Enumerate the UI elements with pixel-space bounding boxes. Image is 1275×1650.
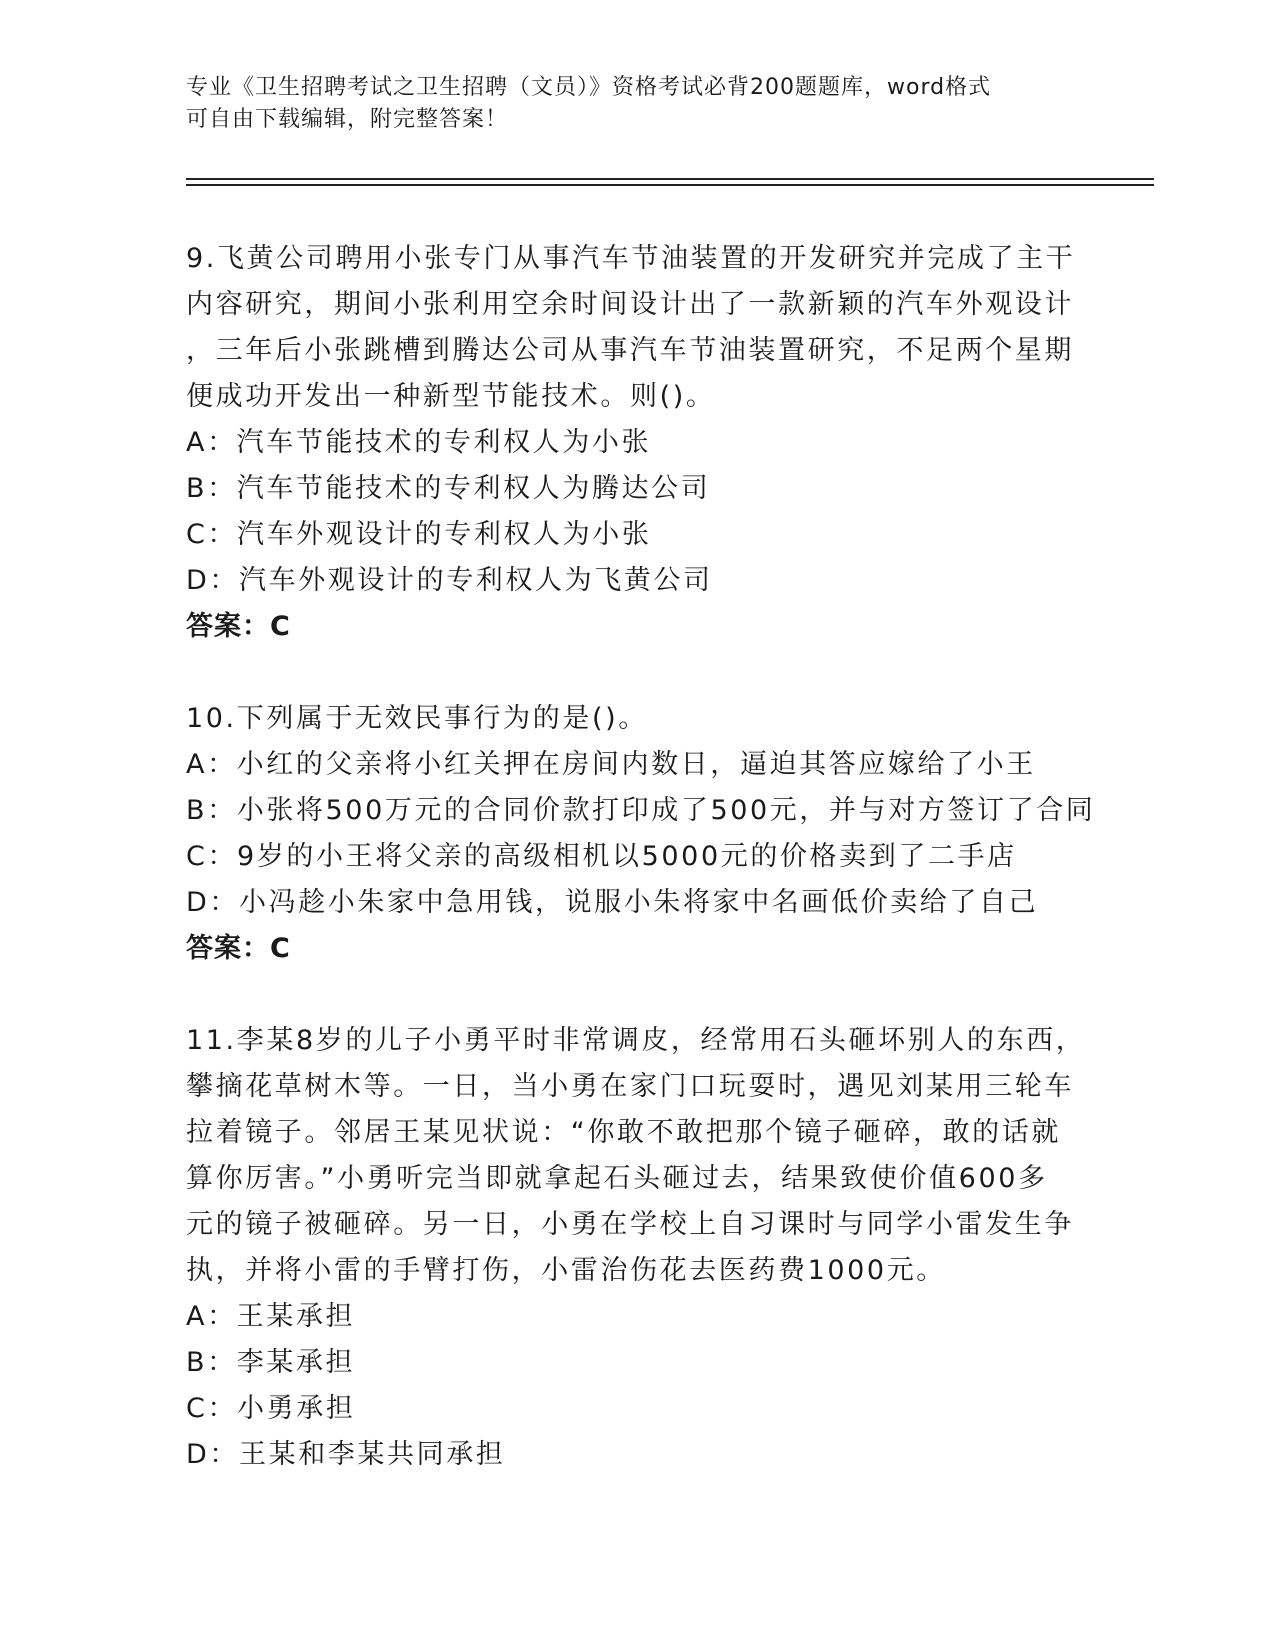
option-a: A：王某承担 bbox=[186, 1301, 356, 1332]
question-text-line: 元的镜子被砸碎。另一日，小勇在学校上自习课时与同学小雷发生争 bbox=[186, 1209, 1074, 1240]
option-b: B：小张将500万元的合同价款打印成了500元，并与对方签订了合同 bbox=[186, 795, 1096, 826]
spacer bbox=[186, 650, 1086, 696]
question-text-line: ，三年后小张跳槽到腾达公司从事汽车节油装置研究，不足两个星期 bbox=[186, 335, 1074, 366]
header-divider-top bbox=[186, 178, 1154, 180]
answer-line: 答案：C bbox=[186, 611, 291, 642]
document-header bbox=[186, 72, 1066, 136]
header-line: 可自由下载编辑，附完整答案！ bbox=[186, 107, 509, 132]
spacer bbox=[186, 972, 1086, 1018]
question-text-line: 拉着镜子。邻居王某见状说：“你敢不敢把那个镜子砸碎，敢的话就 bbox=[186, 1117, 1061, 1148]
question-9 bbox=[186, 236, 1086, 650]
question-text-line: 便成功开发出一种新型节能技术。则()。 bbox=[186, 381, 716, 412]
header-line: 专业《卫生招聘考试之卫生招聘（文员）》资格考试必背200题题库，word格式 bbox=[186, 75, 992, 100]
option-d: D：王某和李某共同承担 bbox=[186, 1439, 506, 1470]
question-11 bbox=[186, 1018, 1086, 1478]
question-text-line: 内容研究，期间小张利用空余时间设计出了一款新颖的汽车外观设计 bbox=[186, 289, 1074, 320]
option-a: A：小红的父亲将小红关押在房间内数日，逼迫其答应嫁给了小王 bbox=[186, 749, 1036, 780]
option-b: B：李某承担 bbox=[186, 1347, 356, 1378]
question-list bbox=[186, 236, 1096, 1478]
option-a: A：汽车节能技术的专利权人为小张 bbox=[186, 427, 652, 458]
question-text-line: 执，并将小雷的手臂打伤，小雷治伤花去医药费1000元。 bbox=[186, 1255, 946, 1286]
question-text-line: 9.飞黄公司聘用小张专门从事汽车节油装置的开发研究并完成了主干 bbox=[186, 243, 1076, 274]
option-b: B：汽车节能技术的专利权人为腾达公司 bbox=[186, 473, 711, 504]
option-c: C：汽车外观设计的专利权人为小张 bbox=[186, 519, 652, 550]
question-text-line: 11.李某8岁的儿子小勇平时非常调皮，经常用石头砸坏别人的东西， bbox=[186, 1025, 1086, 1056]
question-text-line: 攀摘花草树木等。一日，当小勇在家门口玩耍时，遇见刘某用三轮车 bbox=[186, 1071, 1074, 1102]
option-c: C：9岁的小王将父亲的高级相机以5000元的价格卖到了二手店 bbox=[186, 841, 1017, 872]
option-d: D：汽车外观设计的专利权人为飞黄公司 bbox=[186, 565, 713, 596]
question-text-line: 10.下列属于无效民事行为的是()。 bbox=[186, 703, 648, 734]
question-10 bbox=[186, 696, 1096, 972]
option-c: C：小勇承担 bbox=[186, 1393, 356, 1424]
header-divider-bottom bbox=[186, 184, 1154, 186]
answer-line: 答案：C bbox=[186, 933, 291, 964]
option-d: D：小冯趁小朱家中急用钱，说服小朱将家中名画低价卖给了自己 bbox=[186, 887, 1039, 918]
question-text-line: 算你厉害。”小勇听完当即就拿起石头砸过去，结果致使价值600多 bbox=[186, 1163, 1048, 1194]
